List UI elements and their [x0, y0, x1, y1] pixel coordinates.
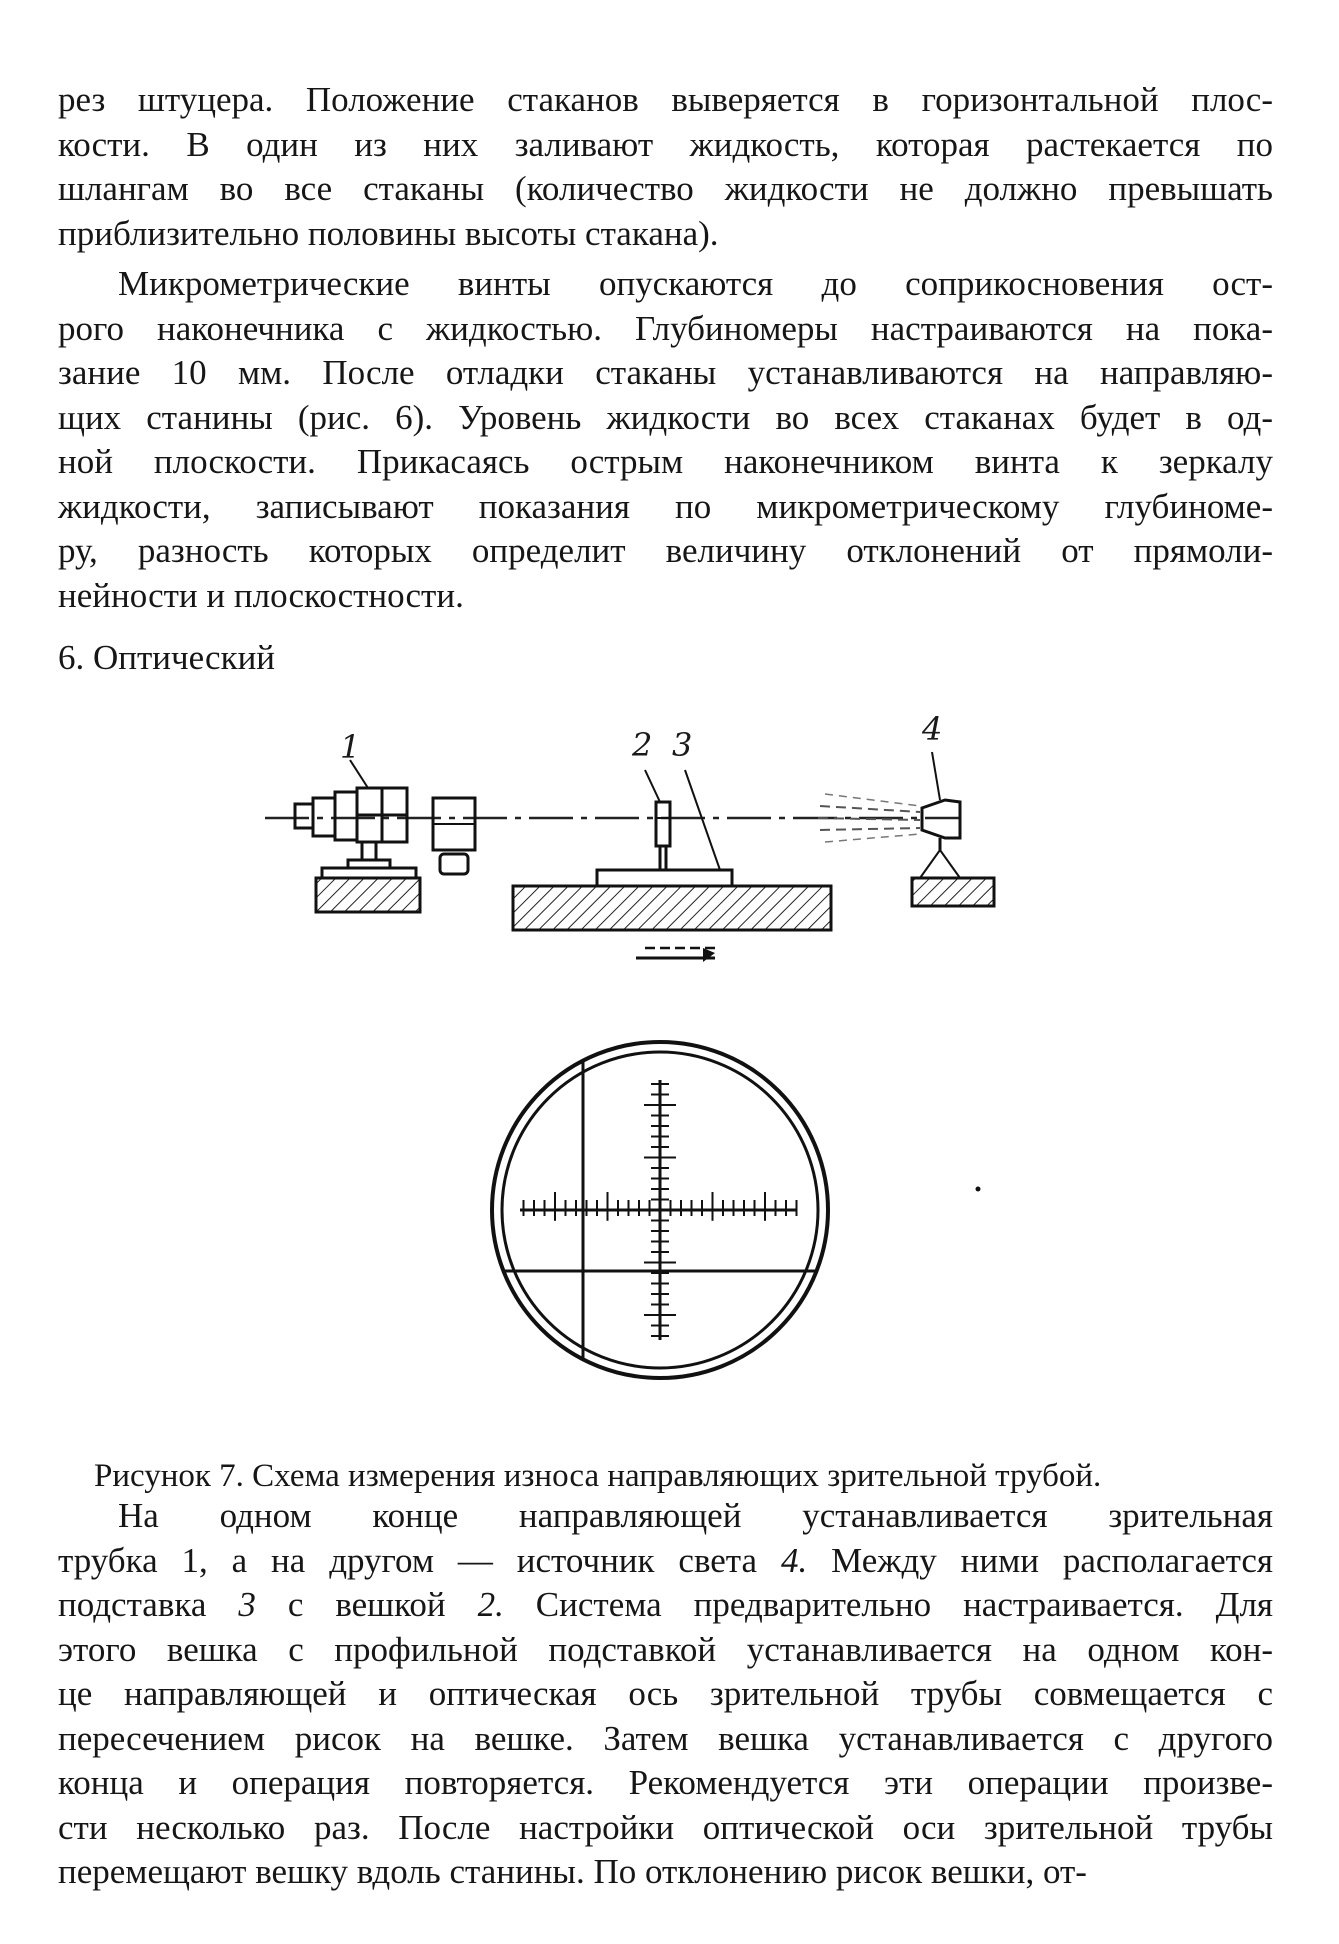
text-line: [58, 1717, 1273, 1762]
label-1: 1: [340, 728, 361, 766]
text-line: жидкости, записывают показания по микрометрическому глубиноме-: [58, 486, 1273, 526]
text-line: [58, 1761, 1273, 1806]
text-segment: 2.: [477, 1585, 504, 1624]
text-segment: це направляющей и оптическая ось зрительной трубы совмещается с: [58, 1674, 1273, 1713]
label-3: 3: [672, 726, 693, 764]
paragraph-1: [58, 78, 1273, 256]
text-line: нейности и плоскостности.: [58, 575, 464, 615]
figure-caption: Рисунок 7. Схема измерения износа направляющих зрительной трубой.: [94, 1458, 1102, 1494]
text-line: [58, 1672, 1273, 1717]
text-segment: Между ними располагается: [807, 1540, 1273, 1580]
text-line: зание 10 мм. После отладки стаканы устанавливаются на направляю-: [58, 353, 1273, 392]
text-line: рез штуцера. Положение стаканов выверяется в горизонтальной плос-: [58, 80, 1273, 119]
text-line: шлангам во все стаканы (количество жидкости не должно превышать: [58, 169, 1273, 208]
text-line: [58, 1583, 1273, 1628]
text-line: [58, 1539, 1273, 1584]
text-segment: с вешкой: [255, 1585, 478, 1624]
text-segment: 3: [238, 1585, 256, 1624]
text-line: Микрометрические винты опускаются до соприкосновения ост-: [118, 264, 1273, 303]
text-segment: перемещают вешку вдоль станины. По отклонению рисок вешки, от-: [58, 1852, 1087, 1891]
text-segment: пересечением рисок на вешке. Затем вешка устанавливается с другого: [58, 1718, 1273, 1758]
eyepiece-block: [433, 798, 475, 874]
paragraph-3: [58, 1494, 1273, 1895]
leader-4: [932, 752, 940, 800]
text-line: щих станины (рис. 6). Уровень жидкости во всех стаканах будет в од-: [58, 397, 1273, 437]
leader-2: [645, 770, 660, 802]
reticle-view: [492, 1042, 828, 1378]
text-line: [58, 1628, 1273, 1673]
text-line: [58, 1494, 1273, 1539]
text-segment: На одном конце направляющей устанавливается зрительная: [118, 1496, 1273, 1535]
leader-3: [685, 770, 720, 870]
text-line: [58, 1850, 1273, 1895]
text-segment: подставка: [58, 1585, 239, 1624]
label-4: 4: [922, 710, 943, 748]
text-line: [58, 1806, 1273, 1851]
text-segment: Система предварительно настраивается. Для: [503, 1585, 1274, 1624]
reticle-vertical-scale: [644, 1080, 676, 1340]
figure-7-diagram: [0, 690, 1339, 1450]
rod-2: [656, 802, 670, 870]
label-2: 2: [632, 726, 653, 764]
text-segment: 4.: [780, 1540, 808, 1580]
text-line: кости. В один из них заливают жидкость, которая растекается по: [58, 124, 1273, 164]
movement-arrow: [636, 948, 715, 962]
text-line: приблизительно половины высоты стакана).: [58, 213, 719, 253]
paragraph-2: [58, 262, 1273, 618]
text-segment: конца и операция повторяется. Рекомендуется эти операции произве-: [58, 1763, 1273, 1802]
section-heading: 6. Оптический: [58, 638, 276, 677]
text-segment: сти несколько раз. После настройки оптической оси зрительной трубы: [58, 1807, 1273, 1847]
text-line: ру, разность которых определит величину отклонений от прямоли-: [58, 531, 1273, 570]
stand-3: [597, 870, 732, 886]
text-line: ной плоскости. Прикасаясь острым наконечником винта к зеркалу: [58, 442, 1273, 481]
reticle-horizontal-scale: [520, 1192, 797, 1221]
text-line: рого наконечника с жидкостью. Глубиномеры настраиваются на пока-: [58, 308, 1273, 348]
guide-bed: [513, 886, 831, 930]
text-segment: трубка 1, а на другом — источник света: [58, 1540, 781, 1580]
telescope-1: [295, 788, 420, 912]
text-segment: этого вешка с профильной подставкой устанавливается на одном кон-: [58, 1629, 1273, 1669]
light-source-4: [818, 794, 994, 906]
